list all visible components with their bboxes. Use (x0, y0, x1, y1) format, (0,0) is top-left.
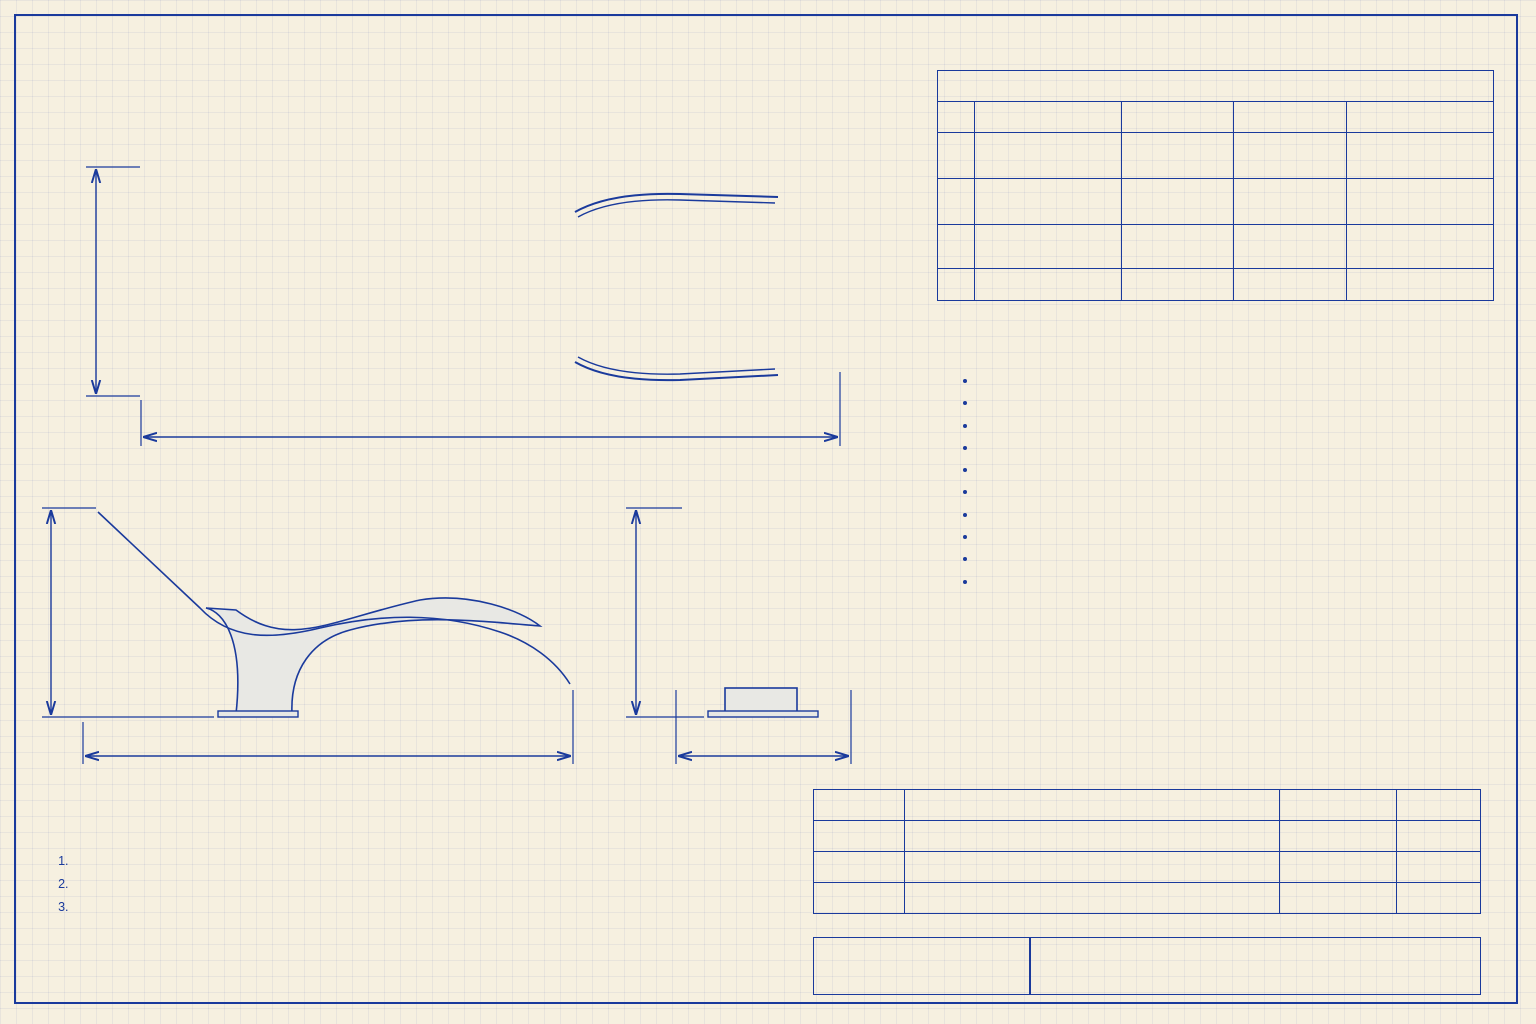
table-row (938, 225, 1494, 269)
stamp-value (905, 852, 1280, 883)
table-row (938, 269, 1494, 301)
stamp-value (1397, 821, 1481, 852)
stamp-value (1397, 852, 1481, 883)
side-view-base-plate (218, 711, 298, 717)
stamp-value (1397, 790, 1481, 821)
spec-cell (1346, 179, 1493, 225)
table-row (938, 133, 1494, 179)
brand-block (813, 937, 1481, 995)
stamp-label (814, 852, 905, 883)
spec-cell (975, 133, 1122, 179)
spec-header-material (1122, 102, 1234, 133)
spec-cell (938, 225, 975, 269)
spec-cell (1234, 269, 1346, 301)
spec-cell (975, 179, 1122, 225)
title-block (813, 789, 1481, 914)
stamp-value (905, 790, 1280, 821)
spec-cell (1122, 179, 1234, 225)
spec-cell (1122, 269, 1234, 301)
spec-cell (1122, 225, 1234, 269)
spec-cell (1234, 179, 1346, 225)
stamp-value (1397, 883, 1481, 914)
spec-cell (975, 225, 1122, 269)
top-view-frame-arc-upper (575, 194, 778, 212)
stamp-value (905, 883, 1280, 914)
side-view-frame-line (98, 512, 570, 684)
top-view-frame-arc-upper-inner (578, 200, 775, 217)
tech-list (958, 370, 978, 593)
spec-cell (975, 269, 1122, 301)
stamp-label (1280, 790, 1397, 821)
stamp-value (905, 821, 1280, 852)
spec-caption (938, 71, 1494, 102)
spec-cell (938, 133, 975, 179)
specification-table (937, 70, 1494, 301)
stamp-label (814, 790, 905, 821)
spec-cell (938, 269, 975, 301)
table-row (814, 883, 1481, 914)
spec-header-quantity (1234, 102, 1346, 133)
spec-cell (1346, 225, 1493, 269)
spec-cell (1234, 133, 1346, 179)
notes-list (48, 850, 72, 919)
stamp-label (1280, 852, 1397, 883)
top-view-frame-arc-lower-inner (578, 357, 775, 374)
spec-header-number (938, 102, 975, 133)
brand-divider (1029, 938, 1031, 994)
front-view-pedestal (725, 688, 797, 714)
spec-cell (1234, 225, 1346, 269)
spec-header-row (938, 102, 1494, 133)
stamp-label (814, 883, 905, 914)
stamp-label (814, 821, 905, 852)
spec-cell (1122, 133, 1234, 179)
table-row (814, 790, 1481, 821)
spec-cell (1346, 133, 1493, 179)
table-row (814, 821, 1481, 852)
stamp-label (1280, 821, 1397, 852)
spec-cell (938, 179, 975, 225)
front-view-base-plate (708, 711, 818, 717)
table-row (938, 179, 1494, 225)
stamp-label (1280, 883, 1397, 914)
spec-header-name (975, 102, 1122, 133)
side-view-support-arc (206, 598, 540, 714)
spec-cell (1346, 269, 1493, 301)
table-row (814, 852, 1481, 883)
spec-header-note (1346, 102, 1493, 133)
